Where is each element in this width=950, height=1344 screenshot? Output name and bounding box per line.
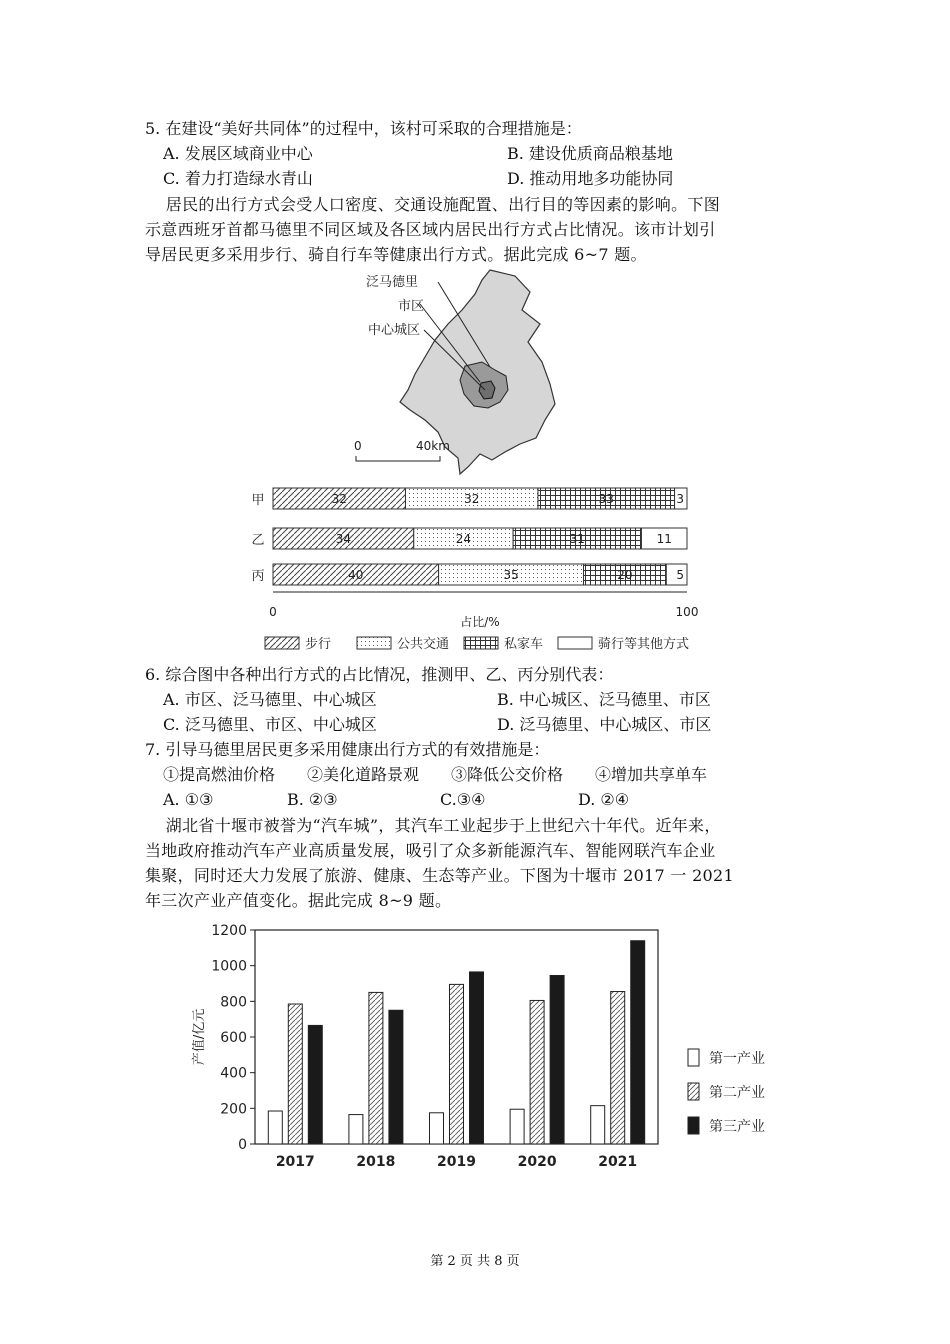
bar-mark: [631, 941, 645, 1144]
bar-ytick-label: 800: [220, 994, 247, 1011]
madrid-map: [340, 262, 580, 477]
q7-option-b[interactable]: B. ②③: [287, 790, 338, 809]
stack-value-label: 40: [348, 568, 364, 582]
q6-option-a[interactable]: A. 市区、泛马德里、中心城区: [163, 690, 377, 709]
stack-category-label: 甲: [251, 493, 265, 508]
q6-option-b[interactable]: B. 中心城区、泛马德里、市区: [497, 690, 711, 709]
stack-legend-swatch: [357, 637, 391, 649]
stack-value-label: 34: [335, 532, 352, 546]
stack-value-label: 11: [656, 532, 672, 546]
bar-mark: [430, 1113, 444, 1144]
intro-6-7: [145, 192, 840, 267]
bar-category-label: 2021: [598, 1154, 638, 1170]
q7-items: ①提高燃油价格 ②美化道路景观 ③降低公交价格 ④增加共享单车: [163, 765, 708, 784]
intro-8-9-line-2: 当地政府推动汽车产业高质量发展，吸引了众多新能源汽车、智能网联汽车企业: [145, 841, 716, 860]
q5-option-c[interactable]: C. 着力打造绿水青山: [163, 169, 313, 188]
bar-legend-label: 第三产业: [709, 1119, 765, 1135]
bar-legend-swatch: [688, 1083, 699, 1100]
bar-mark: [530, 1000, 544, 1144]
bar-mark: [288, 1004, 302, 1144]
map-label-outer: 泛马德里: [366, 275, 419, 290]
bar-mark: [308, 1025, 322, 1144]
stack-tick-0: 0: [269, 605, 277, 619]
stack-xlabel: 占比/%: [460, 615, 500, 629]
bar-legend: [688, 1049, 765, 1135]
bar-legend-swatch: [688, 1049, 699, 1066]
q5-option-b[interactable]: B. 建设优质商品粮基地: [507, 144, 673, 163]
bar-mark: [470, 972, 484, 1144]
bar-ytick-label: 1000: [211, 958, 247, 975]
bar-mark: [389, 1010, 403, 1144]
bar-mark: [611, 992, 625, 1144]
map-scale-bar: [356, 456, 440, 461]
q7-option-a[interactable]: A. ①③: [163, 790, 214, 809]
stack-value-label: 5: [676, 568, 684, 582]
bar-ytick-label: 1200: [211, 923, 247, 939]
bar-category-label: 2020: [517, 1154, 557, 1170]
map-scale-km: 40km: [416, 439, 450, 453]
bar-category-label: 2019: [437, 1154, 476, 1170]
bar-category-label: 2018: [356, 1154, 396, 1170]
bar-mark: [550, 975, 564, 1144]
q5-option-d[interactable]: D. 推动用地多功能协同: [507, 169, 674, 188]
q5-stem: 5. 在建设“美好共同体”的过程中，该村可采取的合理措施是：: [145, 119, 582, 138]
bar-mark: [268, 1111, 282, 1144]
stack-value-label: 24: [455, 532, 472, 546]
stack-legend-swatch: [464, 637, 498, 649]
bar-ytick-label: 200: [220, 1101, 247, 1118]
stack-legend-swatch: [558, 637, 592, 649]
q7-option-c[interactable]: C.③④: [440, 790, 486, 809]
bar-ytick-label: 600: [220, 1030, 247, 1046]
intro-6-7-line-3: 导居民更多采用步行、骑自行车等健康出行方式。据此完成 6~7 题。: [145, 245, 647, 264]
bar-mark: [591, 1106, 605, 1144]
industry-output-chart: [185, 915, 795, 1180]
stack-category-label: 乙: [251, 533, 265, 548]
stack-legend: [265, 636, 689, 652]
intro-8-9-line-3: 集聚，同时还大力发展了旅游、健康、生态等产业。下图为十堰市 2017 一 2021: [145, 866, 734, 885]
stack-legend-label: 公共交通: [397, 637, 450, 652]
intro-8-9-line-4: 年三次产业产值变化。据此完成 8~9 题。: [145, 891, 452, 910]
intro-8-9-line-1: 湖北省十堰市被誉为“汽车城”，其汽车工业起步于上世纪六十年代。近年来，: [165, 816, 721, 835]
stack-value-label: 35: [503, 568, 519, 582]
stack-value-label: 33: [598, 492, 614, 506]
page-footer: 第 2 页 共 8 页: [430, 1254, 520, 1269]
bar-mark: [450, 984, 464, 1144]
map-label-center: 中心城区: [368, 323, 421, 338]
stack-tick-100: 100: [675, 605, 699, 619]
q6-option-d[interactable]: D. 泛马德里、中心城区、市区: [497, 715, 712, 734]
stack-category-label: 丙: [251, 569, 265, 584]
bar-ytick-label: 0: [238, 1137, 247, 1153]
stack-value-label: 20: [617, 568, 633, 582]
intro-6-7-line-1: 居民的出行方式会受人口密度、交通设施配置、出行目的等因素的影响。下图: [165, 195, 720, 214]
stack-legend-swatch: [265, 637, 299, 649]
travel-mode-chart: [240, 480, 720, 655]
stack-value-label: 3: [676, 492, 684, 506]
q7-option-d[interactable]: D. ②④: [578, 790, 630, 809]
stack-value-label: 31: [569, 532, 585, 546]
map-label-city: 市区: [398, 299, 425, 314]
bar-ylabel: 产值/亿元: [192, 1008, 207, 1066]
bar-mark: [510, 1109, 524, 1144]
q7-stem: 7. 引导马德里居民更多采用健康出行方式的有效措施是：: [145, 740, 550, 759]
bar-ytick-label: 400: [220, 1065, 247, 1082]
intro-8-9: [145, 813, 840, 913]
stack-legend-label: 骑行等其他方式: [598, 637, 690, 652]
stack-legend-label: 私家车: [504, 637, 544, 652]
bar-mark: [349, 1115, 363, 1144]
stack-legend-label: 步行: [305, 637, 332, 652]
bar-legend-swatch: [688, 1117, 699, 1134]
bar-legend-label: 第二产业: [709, 1085, 765, 1101]
stack-value-label: 32: [464, 492, 480, 506]
q5-option-a[interactable]: A. 发展区域商业中心: [163, 144, 313, 163]
bar-category-label: 2017: [275, 1154, 315, 1170]
q6-stem: 6. 综合图中各种出行方式的占比情况，推测甲、乙、丙分别代表：: [145, 665, 614, 684]
bar-legend-label: 第一产业: [709, 1051, 765, 1067]
intro-6-7-line-2: 示意西班牙首都马德里不同区域及各区域内居民出行方式占比情况。该市计划引: [145, 220, 716, 239]
stack-value-label: 32: [331, 492, 347, 506]
bar-mark: [369, 992, 383, 1144]
q6-option-c[interactable]: C. 泛马德里、市区、中心城区: [163, 715, 377, 734]
map-scale-zero: 0: [354, 439, 362, 453]
